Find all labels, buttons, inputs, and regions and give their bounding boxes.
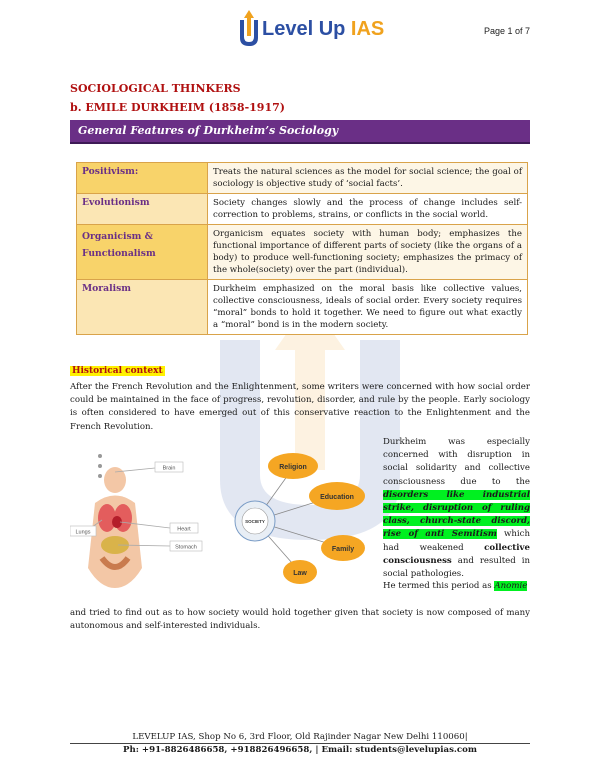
mind-map-node-family: Family: [331, 546, 355, 553]
mind-map-node-law: Law: [293, 570, 307, 577]
footer-divider: [70, 743, 530, 744]
feature-desc: Society changes slowly and the process of change includes self-correction to problems, strains, or conflicts in the social world.: [208, 194, 528, 225]
table-row: [77, 225, 528, 280]
body-label-brain: Brain: [162, 465, 176, 472]
mind-map-node-religion: Religion: [279, 464, 307, 471]
feature-term: Moralism: [77, 280, 208, 335]
disorders-highlight: disorders like industrial strike, disruption of ruling class, church-state discord, rise of anti Semitism: [383, 489, 530, 540]
right-mid: which had weakened: [383, 529, 531, 553]
right-intro: Durkheim was especially concerned with disruption in social solidarity and collective consciousness due to the: [383, 437, 530, 487]
human-body-illustration: [70, 448, 220, 598]
body-label-heart: Heart: [177, 526, 191, 533]
feature-term: Organicism & Functionalism: [77, 225, 208, 280]
society-mind-map: [225, 446, 375, 596]
body-label-lungs: Lungs: [75, 529, 91, 536]
durkheim-concern-paragraph: [383, 436, 530, 581]
right-end: and resulted in social pathologies.: [383, 555, 530, 580]
logo-wordmark: [262, 18, 384, 41]
logo-icon: [238, 8, 260, 48]
footer-address: LEVELUP IAS, Shop No 6, 3rd Floor, Old Rajinder Nagar New Delhi 110060|: [132, 732, 468, 742]
mind-map-node-education: Education: [320, 494, 354, 501]
historical-paragraph: After the French Revolution and the Enlightenment, some writers were concerned with how social order could be maintained in the face of progress, revolution, disorder, and rule by the people. Early sociology is often considered to have emerged out of this conservative reaction to the Enlightenment and the French Revolution.: [70, 382, 530, 432]
section-title: General Features of Durkheim’s Sociology: [78, 124, 339, 137]
anomie-highlight: Anomie: [494, 581, 528, 591]
footer-contact: Ph: +91-8826486658, +918826496658, | Email: students@levelupias.com: [123, 745, 477, 755]
mind-map-center: SOCIETY: [245, 519, 265, 524]
table-row: [77, 280, 528, 335]
features-table: [76, 162, 528, 335]
main-heading: SOCIOLOGICAL THINKERS: [70, 82, 241, 95]
body-label-stomach: Stomach: [175, 544, 197, 551]
termed-intro: He termed this period as: [383, 581, 495, 591]
logo-name: Level Up: [262, 18, 346, 40]
feature-term: Evolutionism: [77, 194, 208, 225]
anomie-paragraph: and tried to find out as to how society would hold together given that society is now composed of many autonomous and self-interested individuals.: [70, 608, 530, 632]
feature-desc: Organicism equates society with human body; emphasizes the functional importance of different parts of society (like the organs of a body) to produce well-functioning society; emphasizes the primacy of the whole(society) over the part (individual).: [208, 225, 528, 280]
feature-desc: Durkheim emphasized on the moral basis like collective values, collective consciousness, ideals of social order. Every society requires “moral” bonds to hold it together. We need to figure out what exactly a “moral” bond is in the modern society.: [208, 280, 528, 335]
collective-consciousness: collective consciousness: [383, 542, 530, 566]
page-indicator: Page 1 of 7: [483, 26, 530, 36]
feature-term: Positivism:: [77, 163, 208, 194]
table-row: [77, 163, 528, 194]
feature-desc: Treats the natural sciences as the model for social science; the goal of sociology is objective study of ‘social facts’.: [208, 163, 528, 194]
table-row: [77, 194, 528, 225]
historical-heading: Historical context: [72, 366, 163, 376]
anomie-line: [383, 580, 530, 593]
logo-suffix: IAS: [350, 18, 385, 40]
sub-heading: b. EMILE DURKHEIM (1858-1917): [70, 101, 285, 114]
